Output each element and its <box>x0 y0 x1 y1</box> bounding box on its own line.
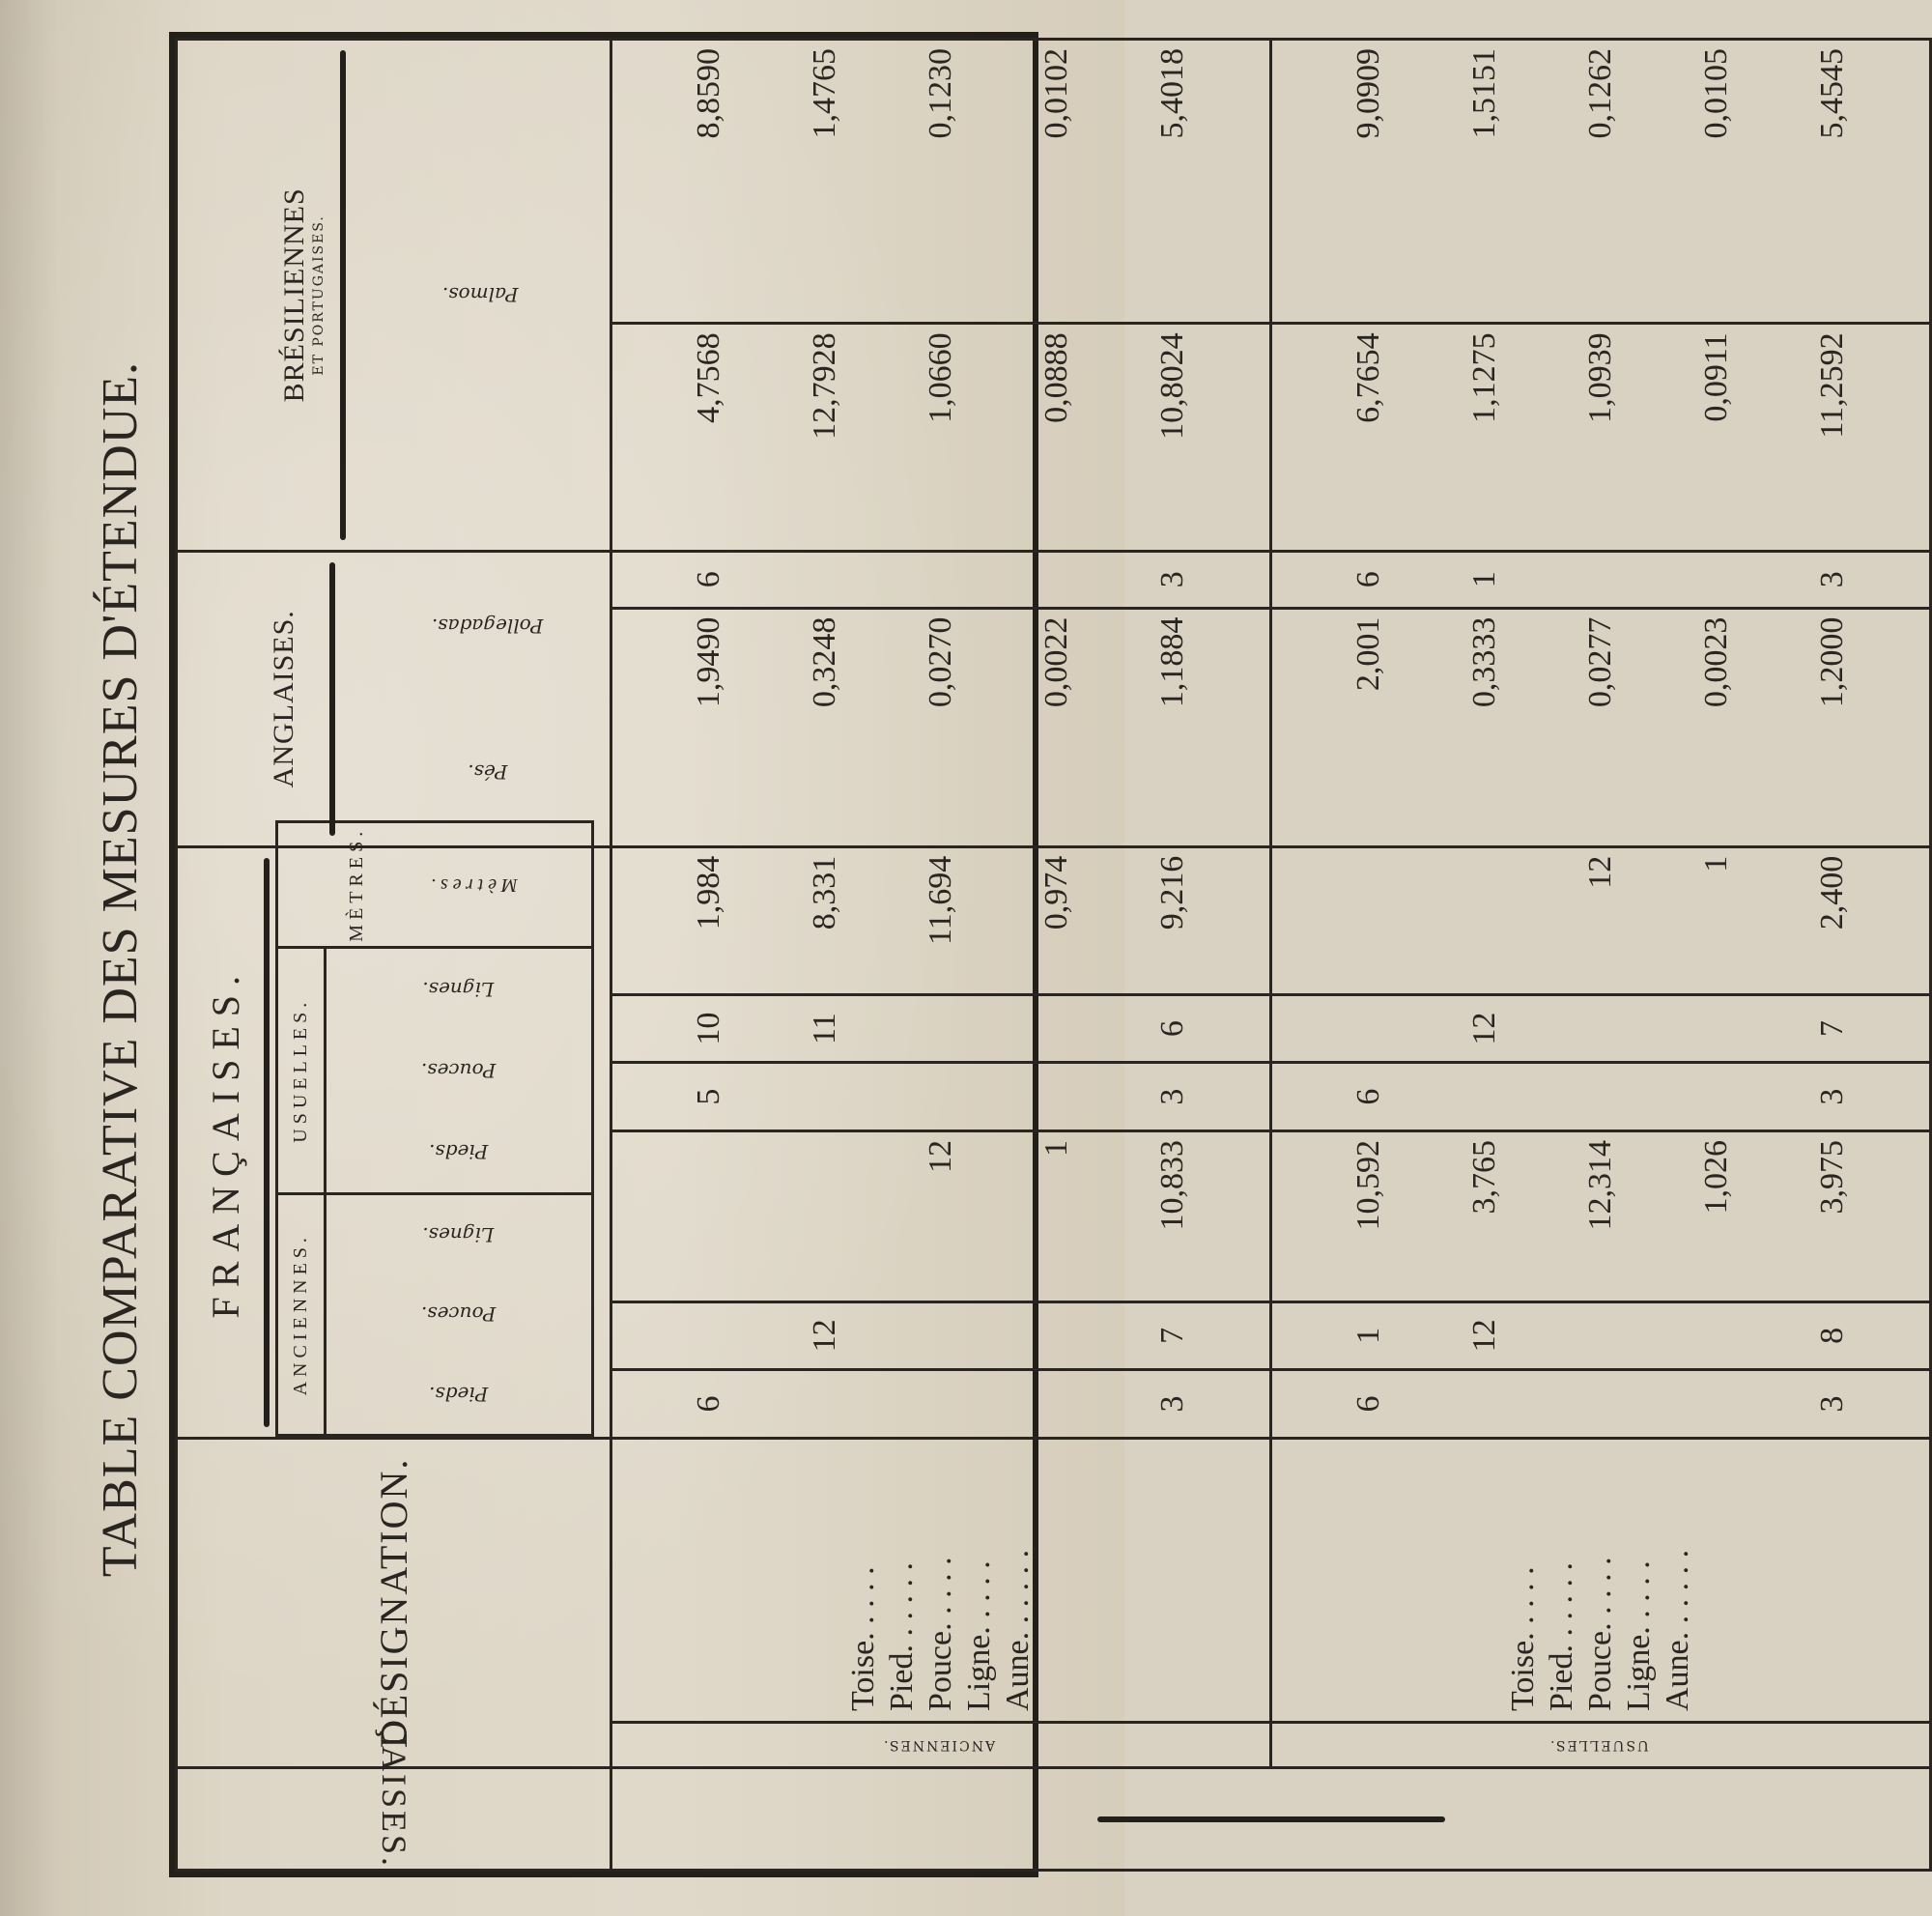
table-cell: 0,0911 <box>1698 332 1734 422</box>
table-cell: 3,975 <box>1814 1139 1850 1215</box>
usu-pieds-colhead: Pieds. <box>429 1139 489 1163</box>
francaises-header <box>177 826 611 1438</box>
table-cell <box>1465 856 1504 993</box>
francaises-subheader <box>275 820 594 1437</box>
anciennes-subheader: ANCIENNES. <box>277 1193 326 1435</box>
table-cell: 2,400 <box>1814 855 1850 930</box>
units-usuelles <box>1271 1438 1931 1722</box>
table-cell: 3 <box>1814 1088 1850 1105</box>
table-cell: 6 <box>1350 571 1386 588</box>
table-cell <box>1350 996 1388 1062</box>
anciennes-block <box>611 40 1271 1871</box>
header-row <box>177 40 611 1871</box>
table-cell <box>922 996 960 1062</box>
table-cell: 0,1230 <box>923 48 958 139</box>
table-cell <box>690 1140 728 1301</box>
table-cell: 1,9490 <box>691 616 726 708</box>
table-cell <box>1581 1303 1620 1369</box>
table-cell: 3 <box>1154 1088 1190 1105</box>
table-cell: 1,2000 <box>1814 616 1850 708</box>
table-cell: 12 <box>1582 855 1618 889</box>
table-cell: 1,1884 <box>1154 616 1190 708</box>
table-cell <box>1037 996 1076 1062</box>
table-cell: 0,0270 <box>923 616 958 708</box>
page-title: TABLE COMPARATIVE DES MESURES D'ÉTENDUE. <box>93 360 148 1578</box>
table-cell <box>806 1371 844 1437</box>
caises-brace <box>1097 1816 1445 1822</box>
table-cell: 3,765 <box>1466 1139 1502 1215</box>
table-cell <box>1037 1371 1076 1437</box>
table-cell: 0,0022 <box>1038 616 1074 708</box>
table-cell <box>1697 1371 1736 1437</box>
metres-colhead: Mètres. <box>426 873 518 896</box>
table-cell: 3 <box>1814 1395 1850 1413</box>
unit-ligne: Ligne. . . . . <box>1621 1560 1657 1711</box>
table-cell: 4,7568 <box>691 332 726 423</box>
side-group-usuelles <box>1271 1723 1931 1768</box>
anglaises-title: ANGLAISES. <box>267 610 299 788</box>
table-cell: 0,0102 <box>1038 48 1074 139</box>
bresiliennes-title: BRÉSILIENNES <box>278 187 311 403</box>
table-cell: 10,8024 <box>1154 332 1190 440</box>
table-cell: 12 <box>923 1139 958 1173</box>
table-cell: 3 <box>1814 571 1850 588</box>
table-cell <box>1037 1064 1076 1130</box>
table-cell <box>1581 996 1620 1062</box>
table-cell: 5,4545 <box>1814 48 1850 139</box>
side-group-anciennes-label: ANCIENNES. <box>882 1737 996 1754</box>
a-pollegadas <box>611 324 1271 551</box>
u-pes <box>1271 551 1931 608</box>
table-cell: 0,1262 <box>1582 48 1618 139</box>
table-cell: 1 <box>1466 571 1502 588</box>
unit-pied: Pied. . . . . . <box>1544 1562 1579 1711</box>
table-cell: 1,5151 <box>1466 48 1502 139</box>
portugaises-subtitle: ET PORTUGAISES. <box>311 214 327 376</box>
table-cell <box>1465 1064 1504 1130</box>
table-cell <box>1697 1064 1736 1130</box>
pollegadas-colhead: Pollegadas. <box>431 614 544 638</box>
bresiliennes-brace <box>340 50 346 540</box>
table-cell <box>1697 996 1736 1062</box>
table-cell: 5,4018 <box>1154 48 1190 139</box>
caises-brace-cell <box>611 1768 1931 1871</box>
francaises-brace <box>264 858 270 1427</box>
table-cell: 1 <box>1038 1139 1074 1157</box>
u-anc-pieds <box>1271 1370 1931 1439</box>
a-metres <box>611 608 1271 846</box>
table-cell: 2,001 <box>1350 616 1386 692</box>
table-cell: 1 <box>1698 855 1734 872</box>
unit-pouce: Pouce. . . . . <box>923 1557 958 1711</box>
table-cell: 8,331 <box>807 855 842 930</box>
caises-header-cell <box>177 1719 611 1871</box>
table-cell <box>922 1303 960 1369</box>
unit-aune: Aune. . . . . . <box>1660 1549 1695 1711</box>
table-cell <box>922 1064 960 1130</box>
designation-label: DÉSIGNATION. <box>372 1457 415 1749</box>
table-cell: 0,0277 <box>1582 616 1618 708</box>
a-anc-lignes <box>611 1130 1271 1301</box>
table-cell <box>806 553 844 607</box>
table-cell <box>690 1303 728 1369</box>
a-palmos <box>611 40 1271 324</box>
table-cell: 11,2592 <box>1814 332 1850 439</box>
u-usu-pieds <box>1271 1063 1931 1131</box>
table-cell: 1,4765 <box>807 48 842 139</box>
table-cell: 0,3333 <box>1466 616 1502 708</box>
table-cell: 3 <box>1154 571 1190 588</box>
table-frame <box>169 32 1850 1877</box>
francaises-title: FRANÇAISES. <box>204 966 247 1319</box>
usu-lignes-colhead: Lignes. <box>423 977 495 1001</box>
table-cell: 12 <box>807 1319 842 1353</box>
anglaises-brace <box>329 562 335 836</box>
unit-pied: Pied. . . . . . <box>884 1562 920 1711</box>
table-cell: 1,0660 <box>923 332 958 423</box>
table-cell <box>922 553 960 607</box>
table-cell: 12,7928 <box>807 332 842 440</box>
bresiliennes-header <box>177 40 611 552</box>
a-usu-lignes <box>611 846 1271 994</box>
anciennes-colheads <box>326 1193 593 1435</box>
table-cell: 1,026 <box>1698 1139 1734 1215</box>
table-cell: 9,216 <box>1154 855 1190 930</box>
u-anc-lignes <box>1271 1130 1931 1301</box>
measures-table <box>175 38 1932 1872</box>
unit-toise: Toise. . . . . <box>845 1566 881 1711</box>
u-usu-pouces <box>1271 994 1931 1063</box>
u-metres <box>1271 608 1931 846</box>
table-cell: 6 <box>1350 1088 1386 1105</box>
table-cell <box>1581 1064 1620 1130</box>
table-cell: 1,0939 <box>1582 332 1618 423</box>
u-palmos <box>1271 40 1931 324</box>
caises-label: ÇAISES. <box>374 1719 413 1869</box>
table-cell: 11,694 <box>923 855 958 946</box>
usu-pouces-colhead: Pouces. <box>421 1058 497 1082</box>
a-anc-pouces <box>611 1301 1271 1370</box>
anc-lignes-colhead: Lignes. <box>423 1222 495 1246</box>
table-cell <box>1037 1303 1076 1369</box>
table-cell <box>806 1064 844 1130</box>
u-usu-lignes <box>1271 846 1931 994</box>
table-cell: 1,984 <box>691 855 726 930</box>
u-anc-pouces <box>1271 1301 1931 1370</box>
usuelles-colheads <box>326 947 593 1193</box>
table-cell: 8 <box>1814 1327 1850 1344</box>
anc-pieds-colhead: Pieds. <box>429 1382 489 1406</box>
table-cell: 0,974 <box>1038 855 1074 930</box>
units-anciennes <box>611 1438 1271 1722</box>
table-cell <box>1350 856 1388 993</box>
table-cell: 0,0023 <box>1698 616 1734 708</box>
table-cell: 6 <box>691 1395 726 1413</box>
table-cell: 11 <box>807 1013 842 1044</box>
side-group-usuelles-label: USUELLES. <box>1548 1737 1649 1754</box>
table-cell: 10 <box>691 1012 726 1045</box>
unit-pouce: Pouce. . . . . <box>1582 1557 1618 1711</box>
side-group-anciennes <box>611 1723 1271 1768</box>
table-cell: 6 <box>1350 1395 1386 1413</box>
table-cell <box>1581 553 1620 607</box>
palmos-colhead: Palmos. <box>442 283 519 307</box>
table-cell <box>1037 553 1076 607</box>
table-cell <box>922 1371 960 1437</box>
a-pes <box>611 551 1271 608</box>
table-cell: 12,314 <box>1582 1139 1618 1231</box>
unit-aune: Aune. . . . . . <box>1000 1549 1036 1711</box>
metres-group-label: MÈTRES. <box>346 826 368 942</box>
usuelles-subheader: USUELLES. <box>277 947 326 1193</box>
table-cell: 9,0909 <box>1350 48 1386 139</box>
table-cell <box>1581 1371 1620 1437</box>
table-cell: 12 <box>1466 1319 1502 1353</box>
table-cell: 10,833 <box>1154 1139 1190 1231</box>
unit-toise: Toise. . . . . <box>1505 1566 1541 1711</box>
table-cell: 3 <box>1154 1395 1190 1413</box>
table-cell: 5 <box>691 1088 726 1105</box>
designation-header <box>177 1438 611 1767</box>
u-pollegadas <box>1271 324 1931 551</box>
table-cell <box>1697 553 1736 607</box>
table-cell: 1,1275 <box>1466 332 1502 423</box>
table-cell: 0,0888 <box>1038 332 1074 423</box>
table-cell: 6 <box>691 571 726 588</box>
table-cell: 6 <box>1154 1020 1190 1038</box>
unit-ligne: Ligne. . . . . <box>961 1560 997 1711</box>
pes-colhead: Pés. <box>467 760 507 785</box>
anc-pouces-colhead: Pouces. <box>421 1302 497 1327</box>
a-usu-pouces <box>611 994 1271 1063</box>
table-cell: 7 <box>1814 1020 1850 1038</box>
table-cell: 6,7654 <box>1350 332 1386 423</box>
table-cell: 12 <box>1466 1012 1502 1045</box>
table-cell: 8,8590 <box>691 48 726 139</box>
table-cell: 0,0105 <box>1698 48 1734 139</box>
table-cell: 10,592 <box>1350 1139 1386 1231</box>
usuelles-block <box>1271 40 1931 1871</box>
table-cell: 7 <box>1154 1327 1190 1344</box>
table-cell: 1 <box>1350 1327 1386 1344</box>
a-anc-pieds <box>611 1370 1271 1439</box>
table-cell: 0,3248 <box>807 616 842 708</box>
anglaises-header <box>177 551 611 846</box>
table-cell <box>806 1140 844 1301</box>
a-usu-pieds <box>611 1063 1271 1131</box>
table-cell <box>1697 1303 1736 1369</box>
table-cell <box>1465 1371 1504 1437</box>
